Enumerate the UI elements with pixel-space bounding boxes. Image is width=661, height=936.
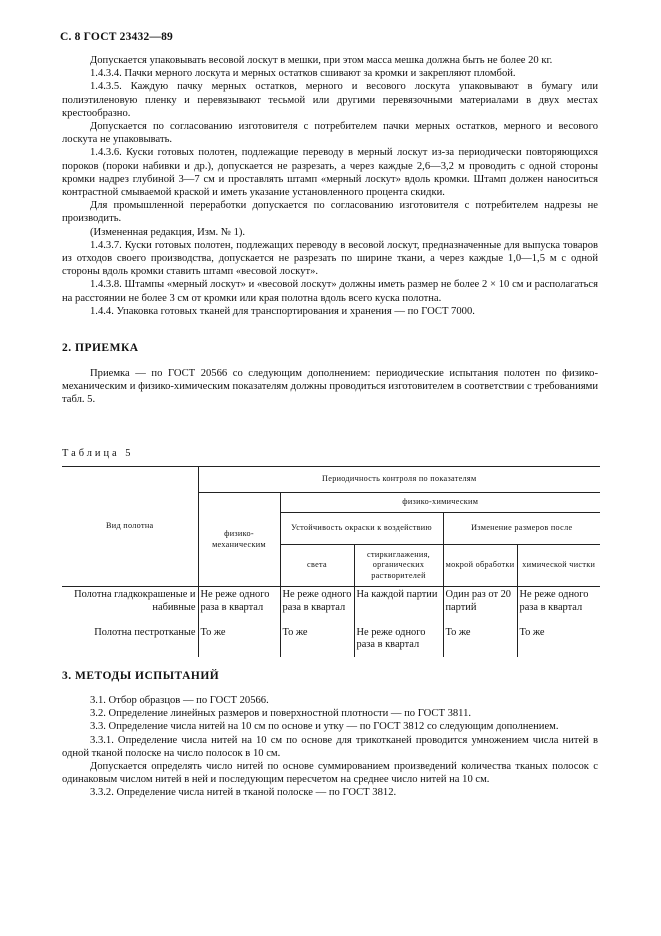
paragraph: (Измененная редакция, Изм. № 1). (90, 226, 246, 238)
paragraph: Допускается упаковывать весовой лоскут в мешки, при этом масса мешка должна быть не более 20 кг. (90, 55, 553, 66)
header-wet-processing: мокрой обработки (443, 545, 517, 587)
section-2-body (62, 367, 598, 407)
paragraph: 1.4.3.7. Куски готовых полотен, подлежащих переводу в весовой лоскут, предназначенные для выпуска товаров из отходов своего производства, допускается не разрезать по ширине ткани, а через каждые 1,0—1,5 м с одной стороны вдоль кромки ставить штамп «весовой лоскут». (62, 239, 598, 278)
paragraph: 3.1. Отбор образцов — по ГОСТ 20566. (90, 695, 269, 706)
header-phys-mech: физико-механическим (198, 493, 280, 587)
cell-wet: Один раз от 20 партий (443, 587, 517, 627)
paragraph: 3.3.2. Определение числа нитей в тканой полоске — по ГОСТ 3812. (90, 787, 397, 799)
paragraph: 1.4.3.5. Каждую пачку мерных остатков, мерного и весового лоскута упаковывают в бумагу или полиэтиленовую пленку и перевязывают тесьмой или другими перевязочными материалами в двух местах крестообразно. (62, 81, 598, 119)
header-kind: Вид полотна (62, 467, 198, 587)
header-phys-chem: физико-химическим (280, 493, 600, 513)
paragraph: 3.3.1. Определение числа нитей на 10 см по основе для трикотканей проводится умножением числа нитей в одной тканой полоске на число полосок в 10 см. (62, 734, 598, 759)
header-dry-cleaning: химической чистки (517, 545, 600, 587)
paragraph: Допускается определять число нитей по основе суммированием произведений количества тканых полосок с одинаковым числом нитей в ней и последующим пересчетом на среднее число нитей на 10 см. (62, 761, 598, 786)
section-title: 3. МЕТОДЫ ИСПЫТАНИЙ (62, 670, 220, 682)
header-size-change: Изменение размеров после (443, 513, 600, 545)
paragraph: 1.4.3.4. Пачки мерного лоскута и мерных остатков сшивают за кромки и закрепляют пломбой. (90, 68, 516, 80)
paragraph: 3.3. Определение числа нитей на 10 см по основе и утку — по ГОСТ 3812 со следующим дополнением. (90, 721, 559, 733)
table-caption: Таблица 5 (62, 448, 134, 459)
cell-kind: Полотна гладкокрашеные и набивные (74, 589, 196, 613)
cell-kind: Полотна пестротканые (94, 626, 196, 638)
section-3-body (62, 694, 598, 800)
header-ironing-solvents: стиркиглажения, органических растворителей (354, 545, 443, 587)
packaging-text (62, 54, 598, 318)
table-row (62, 627, 600, 657)
cell-phys-mech: Не реже одного раза в квартал (198, 587, 280, 627)
paragraph: 1.4.3.6. Куски готовых полотен, подлежащие переводу в мерный лоскут из-за периодически повторяющихся пороков (пороки набивки и др.), допускается не разрезать, а через каждые 2,6—3,2 м проводить с одной стороны кромки надрез глубиной 3—7 см и проставлять штамп «мерный лоскут» вдоль кромки. Штамп должен наноситься контрастной смываемой краской и иметь указание установленного процента скидки. (62, 147, 598, 199)
section-3 (62, 670, 598, 683)
paragraph: Для промышленной переработки допускается по согласованию изготовителя с потребителем надрезы не производить. (62, 200, 598, 225)
paragraph: Приемка — по ГОСТ 20566 со следующим дополнением: периодические испытания полотен по физико-механическим и физико-химическим показателям должны проводиться изготовителем в соответствии с требованиями табл. 5. (62, 368, 598, 406)
paragraph: Допускается по согласованию изготовителя с потребителем пачки мерных остатков, мерного и весового лоскута не упаковывать. (62, 121, 598, 146)
table-5 (62, 466, 600, 657)
cell-light: Не реже одного раза в квартал (280, 587, 354, 627)
section-2 (62, 342, 598, 355)
paragraph: 1.4.4. Упаковка готовых тканей для транспортирования и хранения — по ГОСТ 7000. (90, 305, 475, 317)
paragraph: 1.4.3.8. Штампы «мерный лоскут» и «весовой лоскут» должны иметь размер не более 2 × 10 см и располагаться на расстоянии не более 3 см от кромки или края полотна вдоль всего куска полотна. (62, 279, 598, 304)
cell-dry: То же (517, 627, 600, 657)
cell-dry: Не реже одного раза в квартал (517, 587, 600, 627)
cell-ironing: На каждой партии (354, 587, 443, 627)
header-light: света (280, 545, 354, 587)
table-caption-block (62, 447, 598, 460)
paragraph: 3.2. Определение линейных размеров и поверхностной плотности — по ГОСТ 3811. (90, 708, 472, 720)
header-color-fastness: Устойчивость окраски к воздействию (280, 513, 443, 545)
table-row (62, 587, 600, 627)
section-title: 2. ПРИЕМКА (62, 342, 139, 354)
cell-wet: То же (443, 627, 517, 657)
page-header: С. 8 ГОСТ 23432—89 (60, 31, 173, 43)
header-periodicity: Периодичность контроля по показателям (198, 467, 600, 493)
cell-ironing: Не реже одного раза в квартал (354, 627, 443, 657)
cell-phys-mech: То же (198, 627, 280, 657)
cell-light: То же (280, 627, 354, 657)
